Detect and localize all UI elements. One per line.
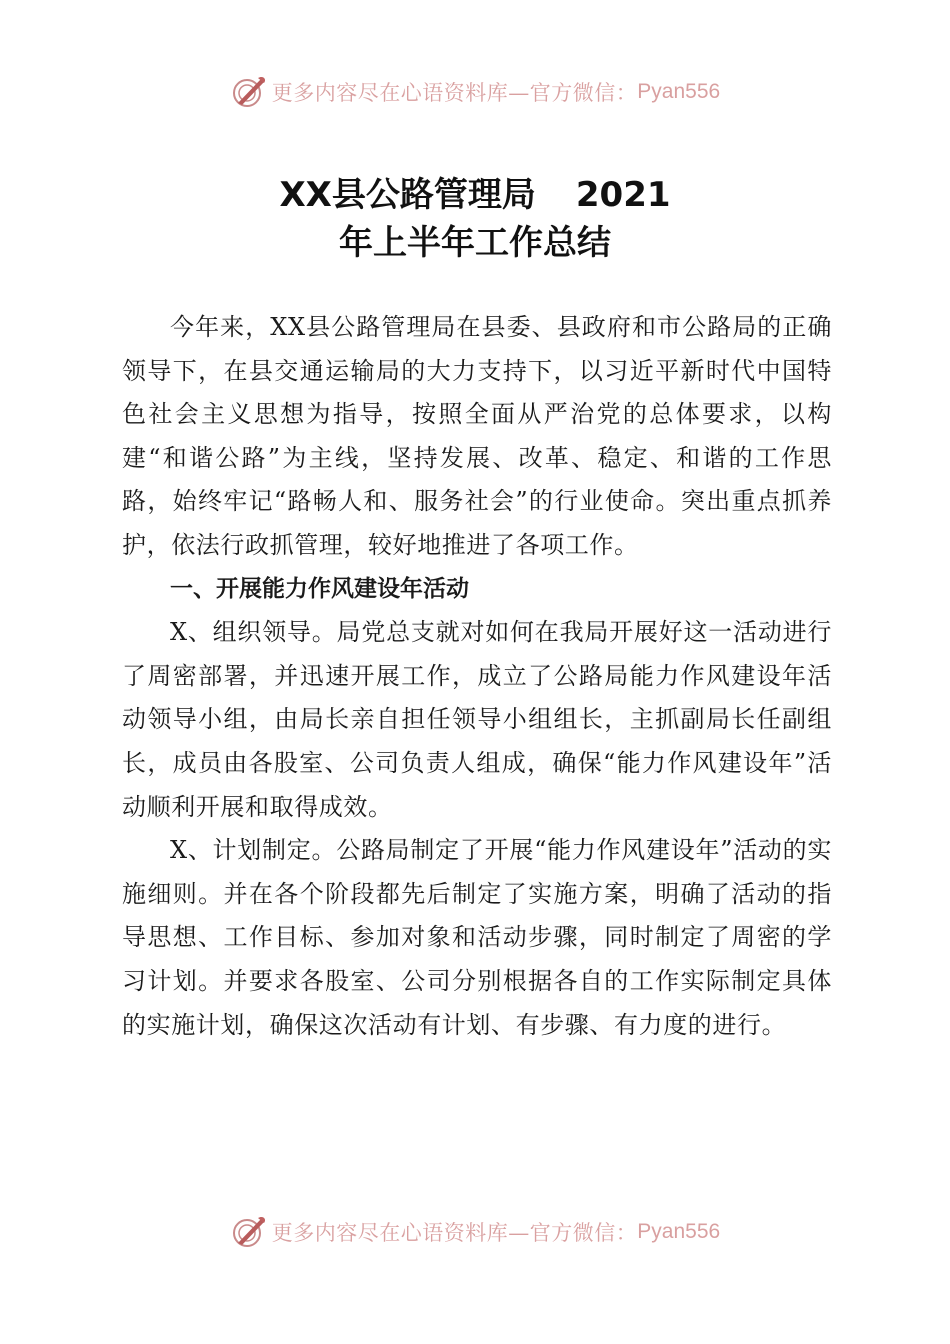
footer-watermark [0,1212,950,1252]
item-plan-paragraph: X、计划制定。公路局制定了开展“能力作风建设年”活动的实施细则。并在各个阶段都先后制定了实施方案，明确了活动的指导思想、工作目标、参加对象和活动步骤，同时制定了周密的学习计划。并要求各股室、公司分别根据各自的工作实际制定具体的实施计划，确保这次活动有计划、有步骤、有力度的进行。 [122,836,832,1039]
item-organization-paragraph: X、组织领导。局党总支就对如何在我局开展好这一活动进行了周密部署，并迅速开展工作，成立了公路局能力作风建设年活动领导小组，由局长亲自担任领导小组组长，主抓副局长任副组长，成员由各股室、公司负责人组成，确保“能力作风建设年”活动顺利开展和取得成效。 [122,618,832,821]
quill-pen-logo-icon [230,1213,268,1251]
watermark-wechat-id: Pyan556 [637,80,721,103]
watermark-text: 更多内容尽在心语资料库—官方微信： [271,81,638,105]
document-title-line2: 年上半年工作总结 [339,223,611,263]
document-body [122,306,832,1047]
watermark-wechat-id: Pyan556 [637,1220,721,1243]
intro-paragraph: 今年来，XX县公路管理局在县委、县政府和市公路局的正确领导下，在县交通运输局的大力支持下，以习近平新时代中国特色社会主义思想为指导，按照全面从严治党的总体要求，以构建“和谐公路”为主线，坚持发展、改革、稳定、和谐的工作思路，始终牢记“路畅人和、服务社会”的行业使命。突出重点抓养护，依法行政抓管理，较好地推进了各项工作。 [122,313,832,559]
watermark-text: 更多内容尽在心语资料库—官方微信： [271,1221,638,1245]
section-heading-1: 一、开展能力作风建设年活动 [170,575,469,602]
document-title-line1 [0,170,950,220]
title-year: 2021 [575,175,671,215]
quill-pen-logo-icon [230,73,268,111]
header-watermark [0,72,950,112]
title-county-bureau: XX县公路管理局 [279,175,536,215]
